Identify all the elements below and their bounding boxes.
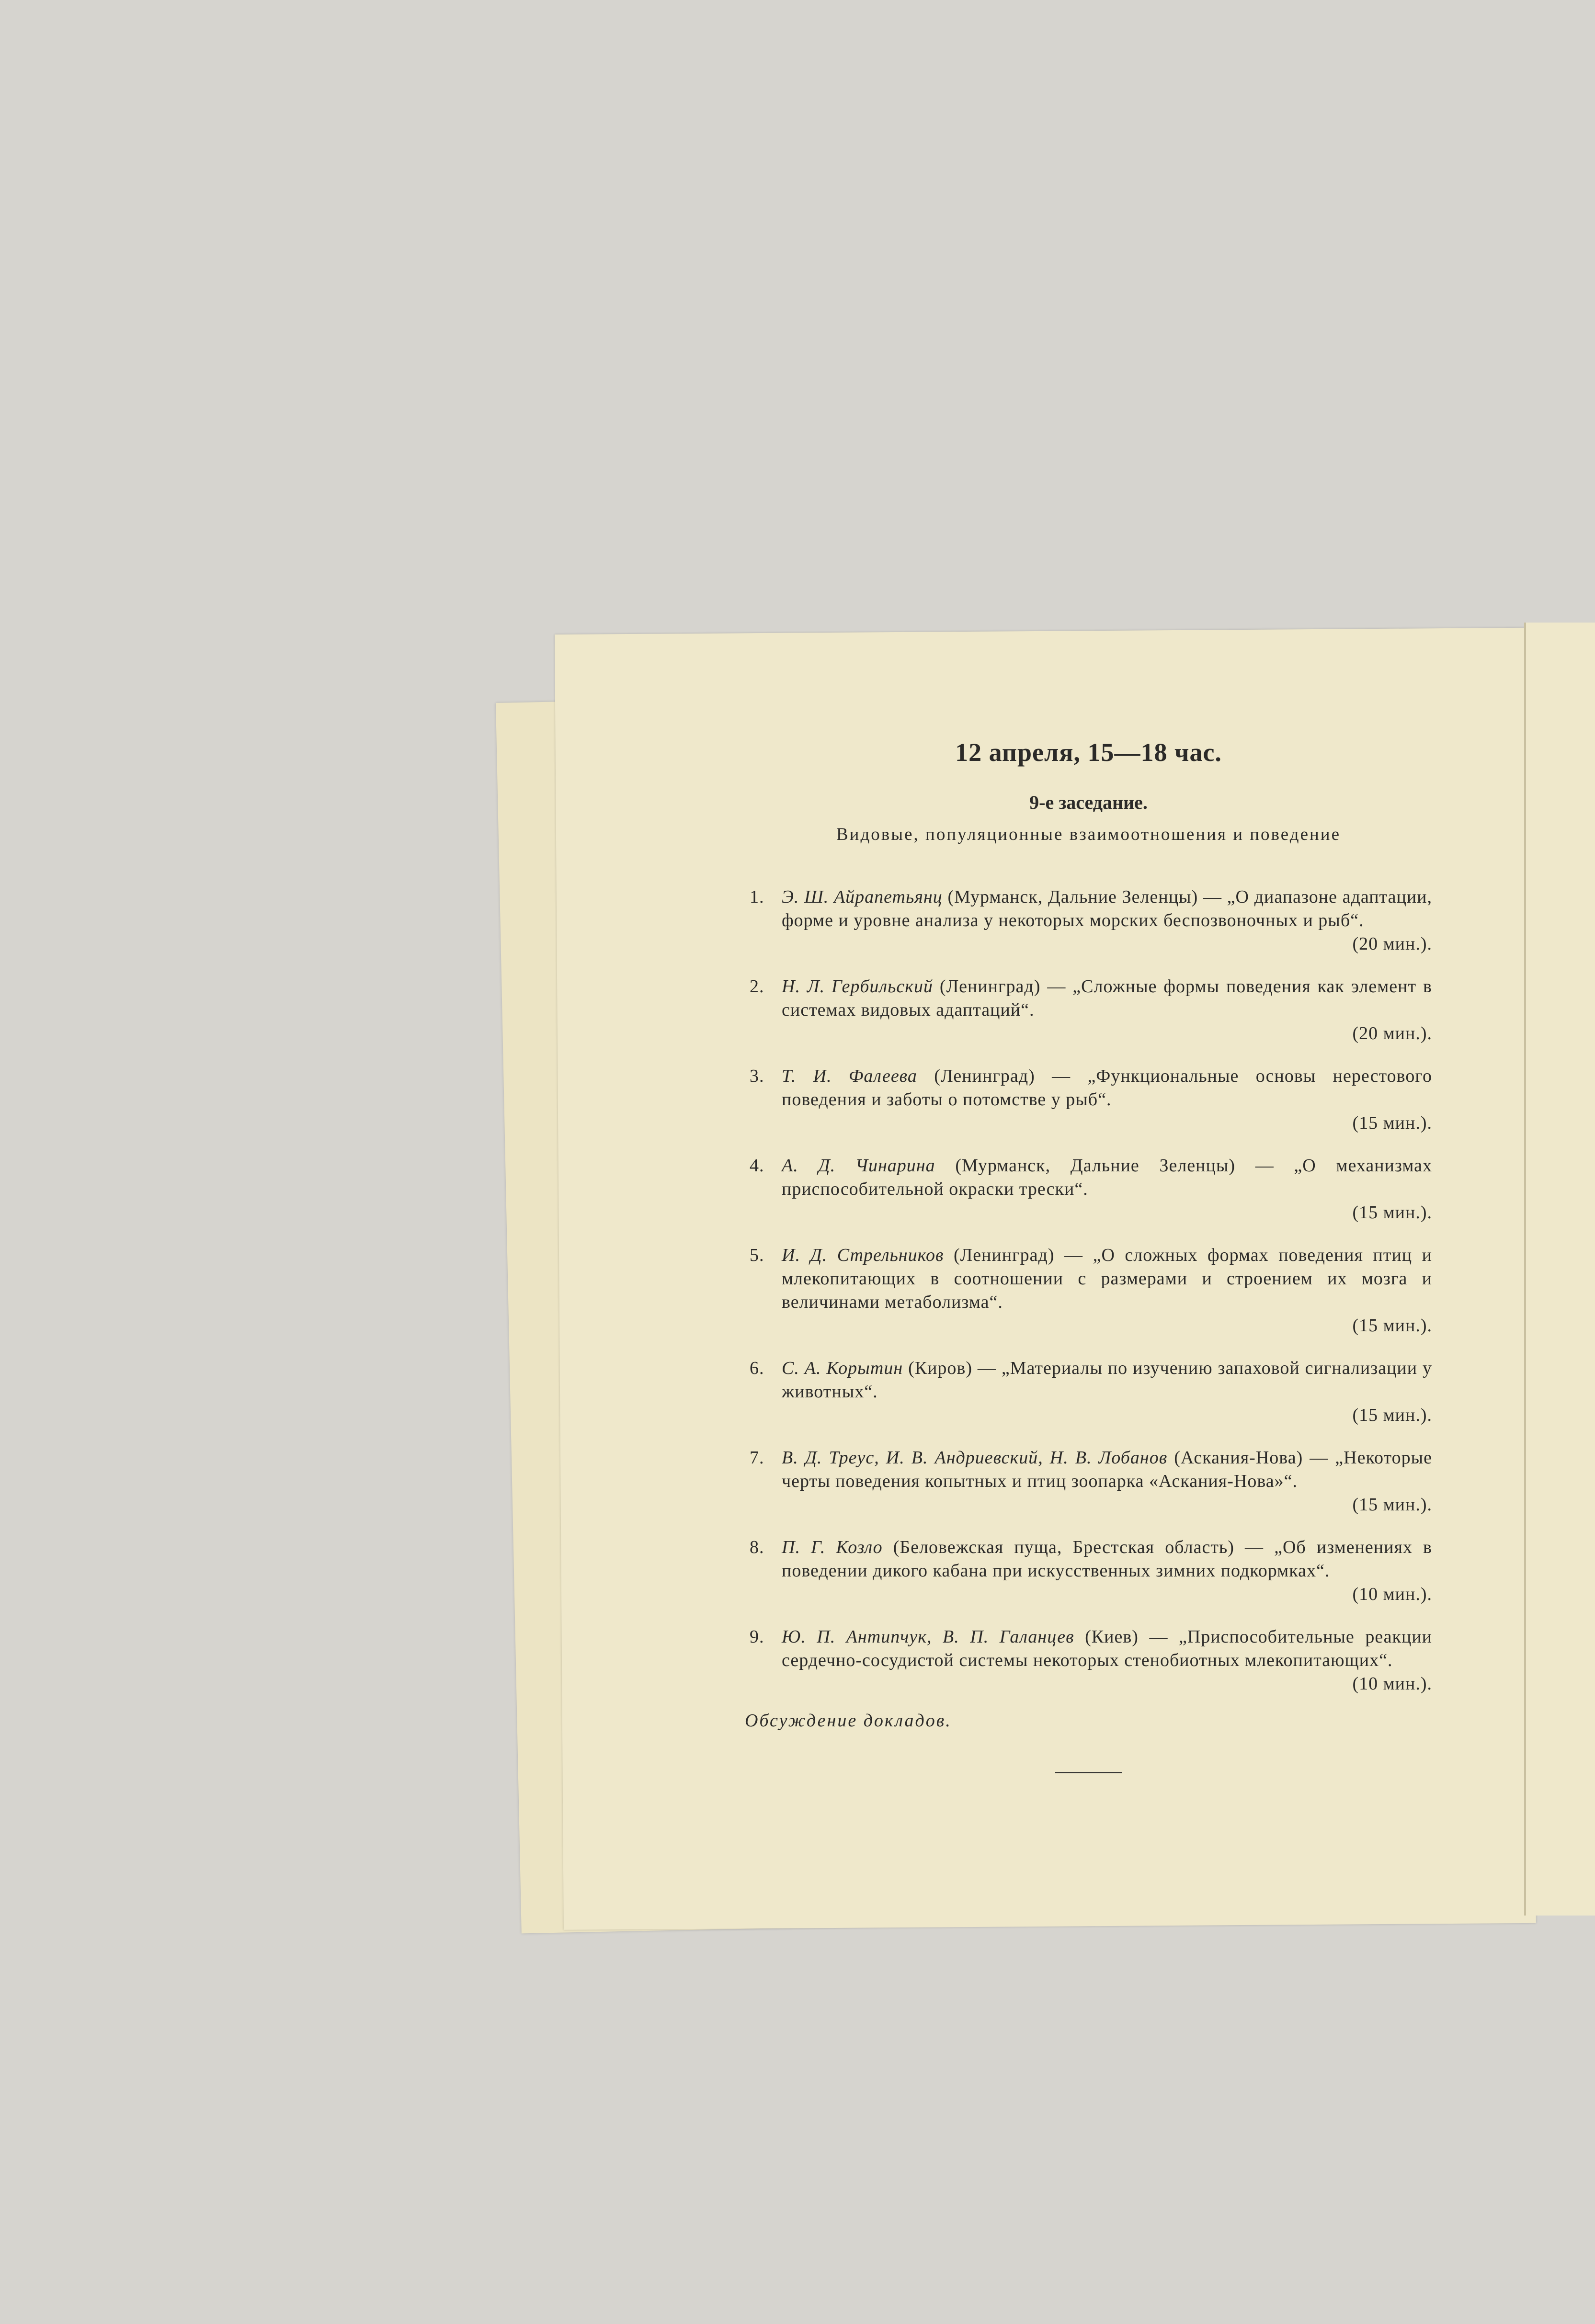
item-duration: (20 мин.). bbox=[1352, 934, 1432, 954]
item-number: 2. bbox=[750, 976, 764, 997]
item-authors: Т. И. Фалеева bbox=[782, 1066, 917, 1086]
item-text: (Киев) — „Приспособительные реакции сердечно-сосудистой системы некоторых стенобиотных млекопитающих“. bbox=[782, 1627, 1432, 1670]
item-duration: (20 мин.). bbox=[1352, 1023, 1432, 1043]
session-heading: 9-е заседание. bbox=[1029, 792, 1148, 813]
closing-rule bbox=[1055, 1772, 1122, 1773]
item-duration: (15 мин.). bbox=[1352, 1315, 1432, 1336]
item-text: (Ленинград) — „Функциональные основы нерестового поведения и заботы о потомстве у рыб“. bbox=[782, 1066, 1432, 1110]
facing-page-edge bbox=[1524, 623, 1595, 1916]
item-text: (Аскания-Нова) — „Некоторые черты поведения копытных и птиц зоопарка «Аскания-Нова»“. bbox=[782, 1448, 1432, 1491]
item-number: 6. bbox=[750, 1358, 764, 1378]
session-subtitle: Видовые, популяционные взаимоотношения и поведение bbox=[836, 825, 1341, 844]
item-authors: В. Д. Треус, И. В. Андриевский, Н. В. Лобанов bbox=[782, 1448, 1168, 1468]
list-item bbox=[745, 975, 1432, 1045]
item-number: 3. bbox=[750, 1066, 764, 1086]
item-authors: П. Г. Козло bbox=[782, 1537, 883, 1557]
item-number: 4. bbox=[750, 1156, 764, 1176]
page-title: 12 апреля, 15—18 час. bbox=[955, 738, 1222, 767]
page-content bbox=[745, 737, 1432, 1773]
item-authors: С. А. Корытин bbox=[782, 1358, 903, 1378]
item-number: 5. bbox=[750, 1245, 764, 1265]
item-duration: (15 мин.). bbox=[1352, 1495, 1432, 1515]
item-authors: Н. Л. Гербильский bbox=[782, 976, 933, 997]
talk-list bbox=[745, 885, 1432, 1696]
item-text: (Ленинград) — „Сложные формы поведения как элемент в системах видовых адаптаций“. bbox=[782, 976, 1432, 1020]
item-duration: (15 мин.). bbox=[1352, 1113, 1432, 1133]
list-item bbox=[745, 885, 1432, 956]
list-item bbox=[745, 1065, 1432, 1135]
item-authors: И. Д. Стрельников bbox=[782, 1245, 944, 1265]
item-text: (Беловежская пуща, Брестская область) — „Об изменениях в поведении дикого кабана при искусственных зимних подкормках“. bbox=[782, 1537, 1432, 1581]
item-authors: Э. Ш. Айрапетьянц bbox=[782, 887, 943, 907]
item-number: 7. bbox=[750, 1448, 764, 1468]
item-duration: (10 мин.). bbox=[1352, 1674, 1432, 1694]
item-duration: (10 мин.). bbox=[1352, 1584, 1432, 1604]
discussion-note: Обсуждение докладов. bbox=[745, 1711, 952, 1731]
item-authors: Ю. П. Антипчук, В. П. Галанцев bbox=[782, 1627, 1074, 1647]
item-number: 9. bbox=[750, 1627, 764, 1647]
list-item bbox=[745, 1357, 1432, 1427]
item-authors: А. Д. Чинарина bbox=[782, 1156, 935, 1176]
list-item bbox=[745, 1154, 1432, 1224]
item-number: 1. bbox=[750, 887, 764, 907]
item-number: 8. bbox=[750, 1537, 764, 1557]
list-item bbox=[745, 1446, 1432, 1517]
item-text: (Мурманск, Дальние Зеленцы) — „О механизмах приспособительной окраски трески“. bbox=[782, 1156, 1432, 1199]
item-text: (Киров) — „Материалы по изучению запаховой сигнализации у животных“. bbox=[782, 1358, 1432, 1402]
list-item bbox=[745, 1625, 1432, 1696]
item-duration: (15 мин.). bbox=[1352, 1405, 1432, 1425]
item-text: (Мурманск, Дальние Зеленцы) — „О диапазоне адаптации, форме и уровне анализа у некоторых морских беспозвоночных и рыб“. bbox=[782, 887, 1433, 930]
list-item bbox=[745, 1244, 1432, 1338]
item-duration: (15 мин.). bbox=[1352, 1202, 1432, 1223]
item-text: (Ленинград) — „О сложных формах поведения птиц и млекопитающих в соотношении с размерами и строением их мозга и величинами метаболизма“. bbox=[782, 1245, 1433, 1312]
list-item bbox=[745, 1536, 1432, 1606]
